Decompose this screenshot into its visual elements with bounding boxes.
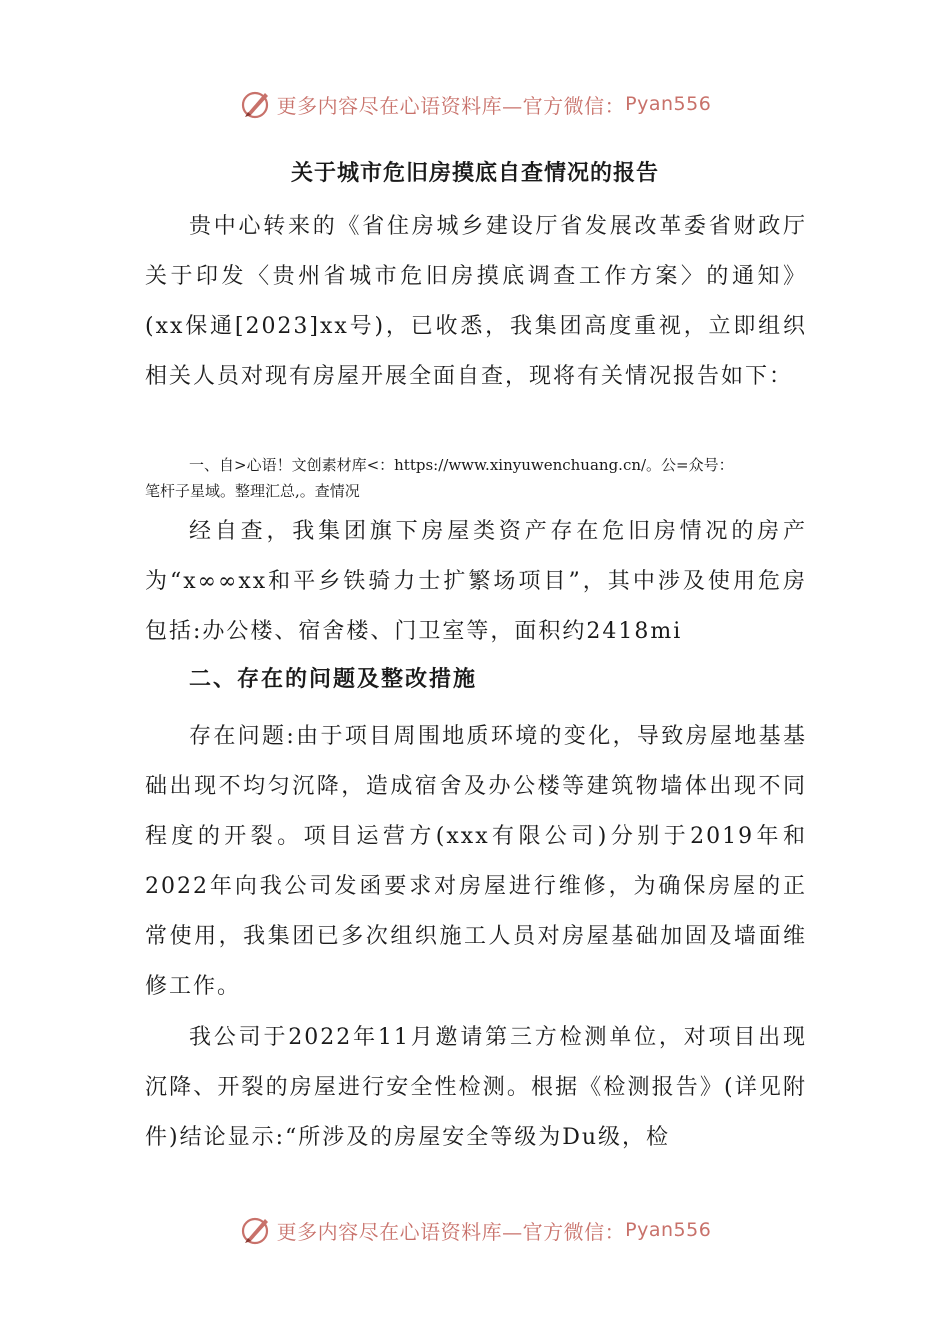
watermark-note [145,452,807,504]
section-2-heading: 二、存在的问题及整改措施 [189,666,478,692]
watermark-header [0,84,950,124]
note-line-1: 一、自>心语！文创素材库<：https://www.xinyuwenchuang.cn/。公=众号： [189,456,734,474]
watermark-text: 更多内容尽在心语资料库—官方微信： [276,93,626,118]
watermark-account: Pyan556 [625,1219,712,1241]
intro-paragraph: 贵中心转来的《省住房城乡建设厅省发展改革委省财政厅关于印发〈贵州省城市危旧房摸底调查工作方案〉的通知》(xx保通[2023]xx号)，已收悉，我集团高度重视，立即组织相关人员对现有房屋开展全面自查，现将有关情况报告如下： [145,214,807,389]
watermark-text: 更多内容尽在心语资料库—官方微信： [276,1219,626,1244]
problems-paragraph: 存在问题:由于项目周围地质环境的变化，导致房屋地基基础出现不均匀沉降，造成宿舍及办公楼等建筑物墙体出现不同程度的开裂。项目运营方(xxx有限公司)分别于2019年和2022年向我公司发函要求对房屋进行维修，为确保房屋的正常使用，我集团已多次组织施工人员对房屋基础加固及墙面维修工作。 [145,724,807,999]
watermark-footer [0,1210,950,1250]
pen-circle-logo-icon [239,87,273,121]
watermark-account: Pyan556 [625,93,712,115]
self-check-paragraph: 经自查，我集团旗下房屋类资产存在危旧房情况的房产为“x∞∞xx和平乡铁骑力士扩繁场项目”，其中涉及使用危房包括:办公楼、宿舍楼、门卫室等，面积约2418mi [145,519,807,644]
inspection-paragraph: 我公司于2022年11月邀请第三方检测单位，对项目出现沉降、开裂的房屋进行安全性检测。根据《检测报告》(详见附件)结论显示:“所涉及的房屋安全等级为Du级，检 [145,1025,807,1150]
pen-circle-logo-icon [239,1213,273,1247]
note-line-2: 笔杆子星域。整理汇总,。查情况 [145,482,360,500]
document-title: 关于城市危旧房摸底自查情况的报告 [290,160,659,186]
